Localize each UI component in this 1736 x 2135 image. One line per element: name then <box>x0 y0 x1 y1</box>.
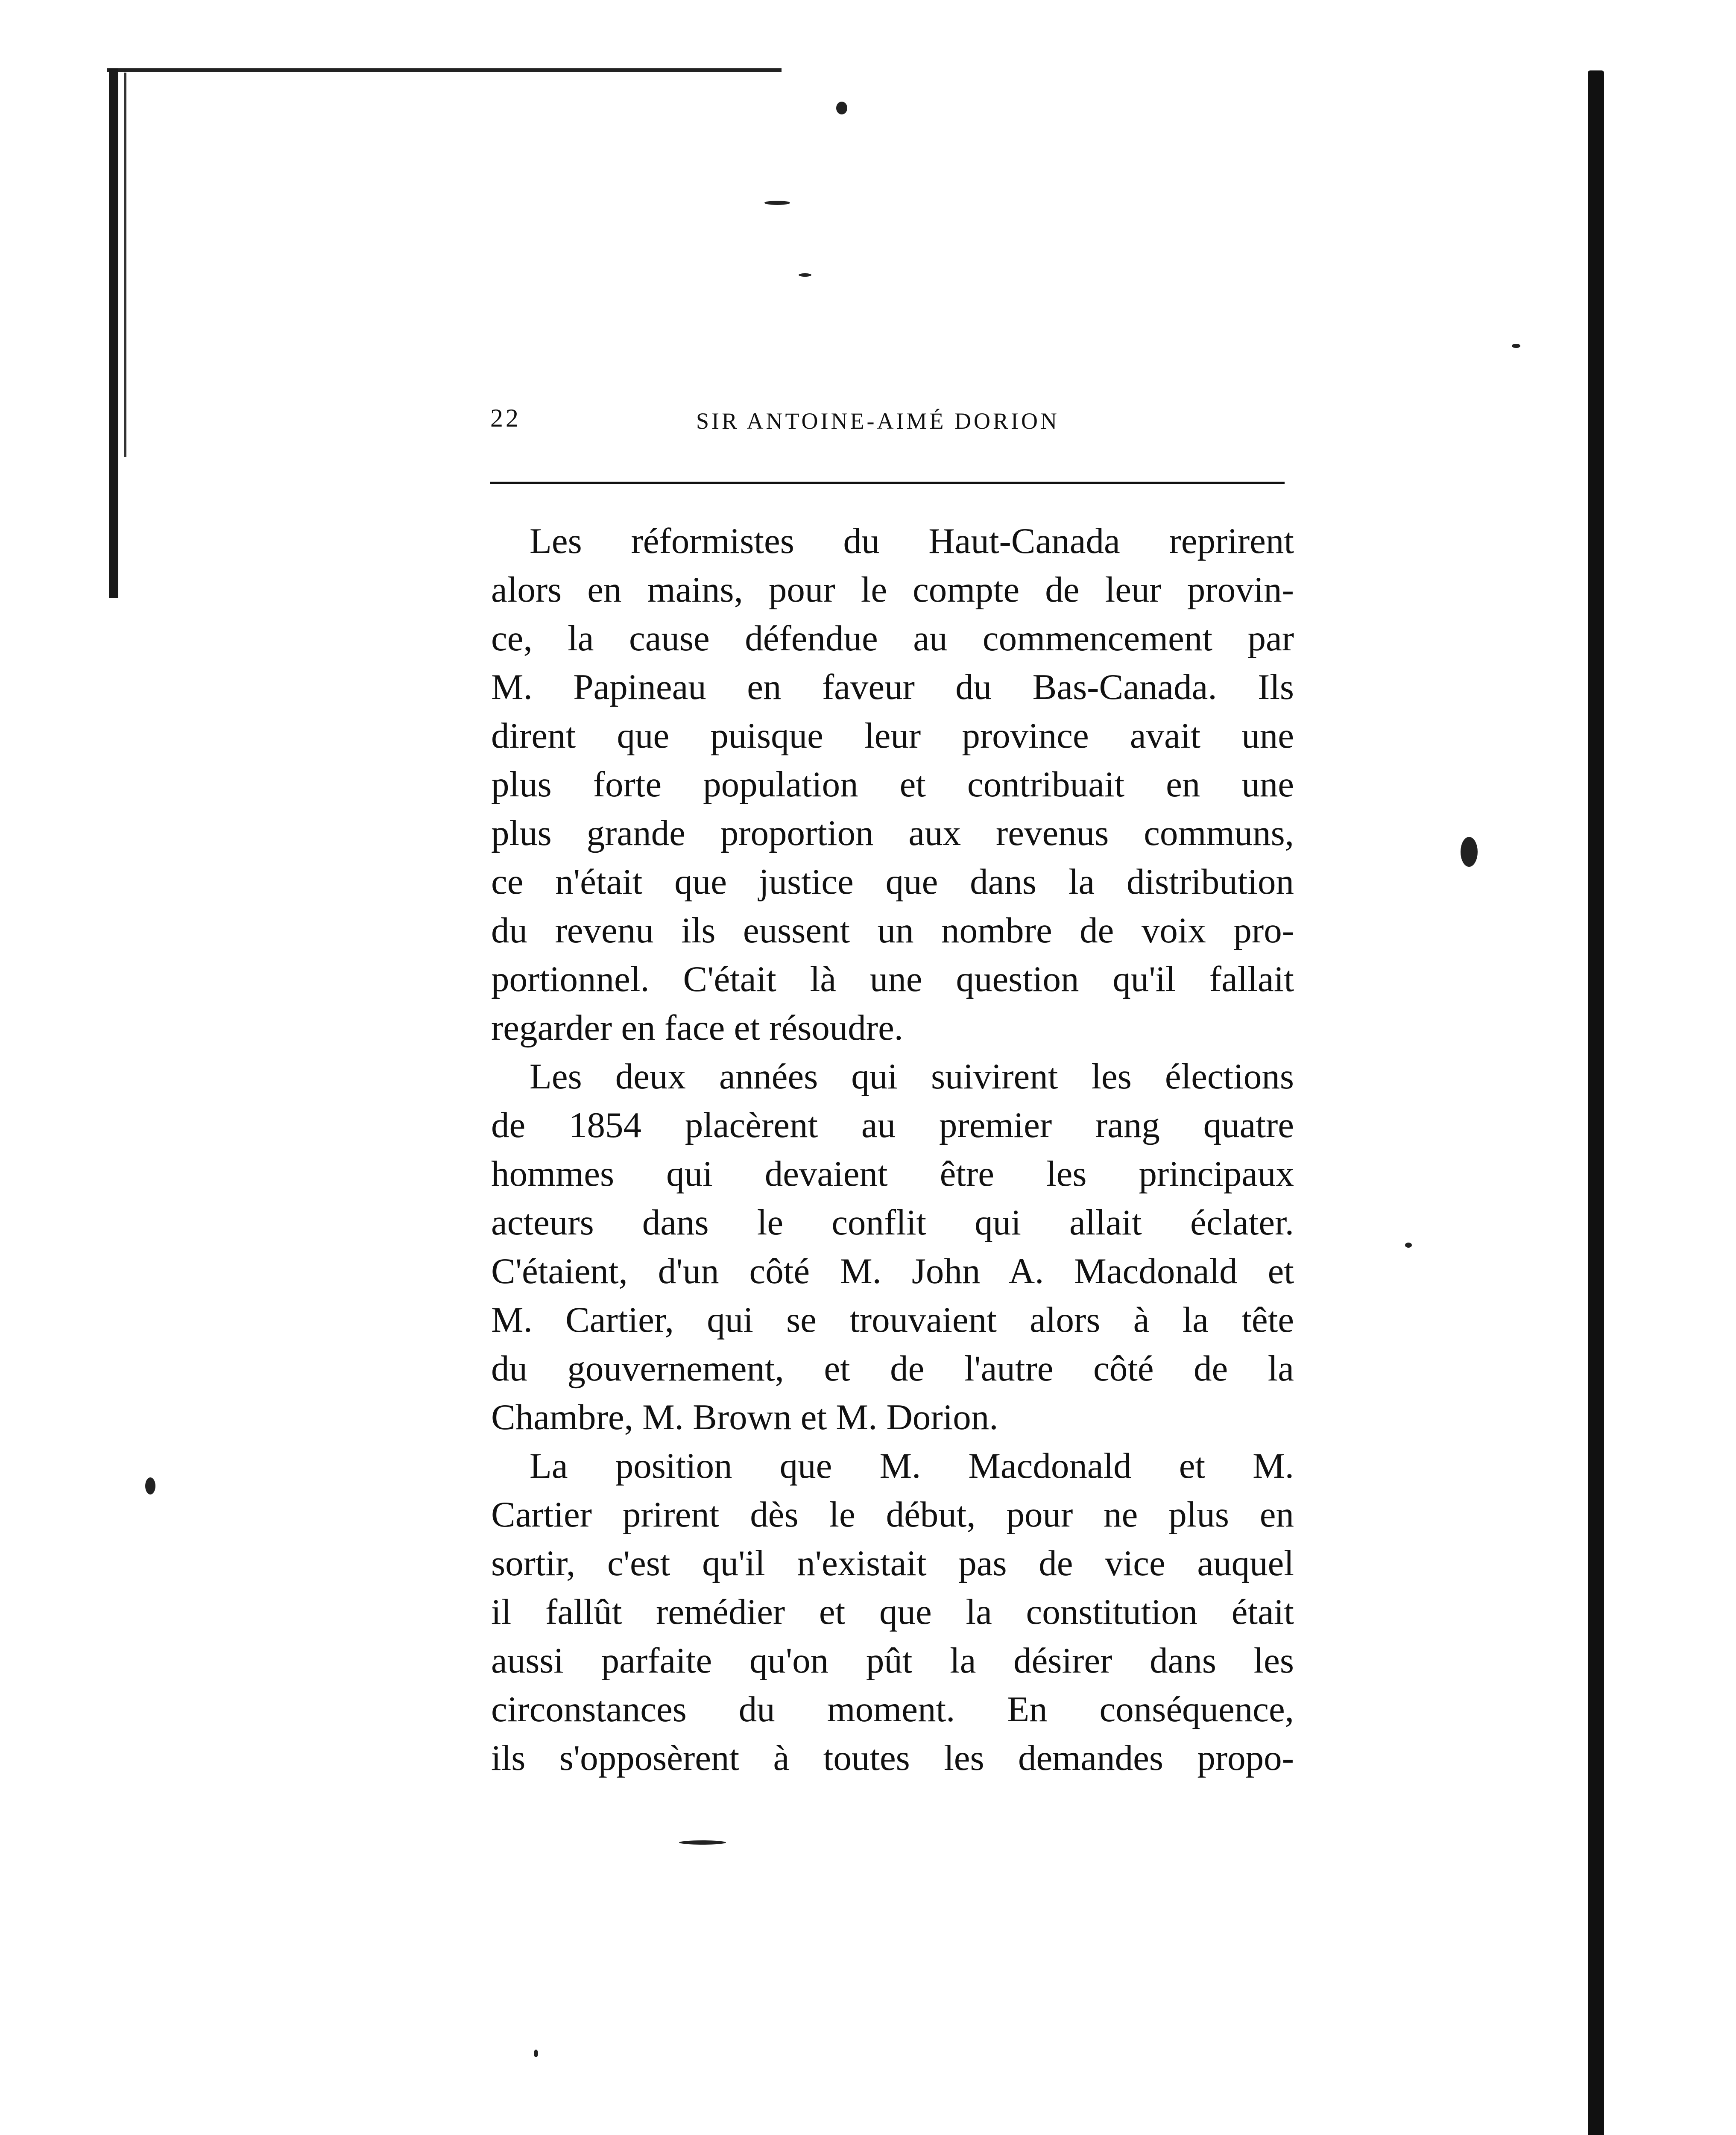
scan-speck <box>799 273 811 277</box>
text-line: Les réformistes du Haut-Canada reprirent <box>530 521 1294 561</box>
text-line: alors en mains, pour le compte de leur provin- <box>491 570 1294 610</box>
scan-speck <box>764 201 790 205</box>
text-line: Chambre, M. Brown et M. Dorion. <box>491 1397 998 1437</box>
text-line: ce n'était que justice que dans la distribution <box>491 862 1294 902</box>
text-line: ce, la cause défendue au commencement par <box>491 618 1294 658</box>
scan-edge-top-dash <box>764 68 782 72</box>
text-line: acteurs dans le conflit qui allait éclater. <box>491 1202 1294 1243</box>
scan-edge-right <box>1588 70 1604 2135</box>
text-line: plus forte population et contribuait en une <box>491 764 1294 804</box>
text-line: de 1854 placèrent au premier rang quatre <box>491 1105 1294 1145</box>
text-line: du gouvernement, et de l'autre côté de la <box>491 1348 1294 1389</box>
text-line: La position que M. Macdonald et M. <box>530 1446 1294 1486</box>
text-line: Les deux années qui suivirent les élections <box>530 1056 1294 1097</box>
text-line: il fallût remédier et que la constitution était <box>491 1592 1294 1632</box>
page-number: 22 <box>490 404 521 432</box>
text-line: dirent que puisque leur province avait une <box>491 716 1294 756</box>
header-rule <box>490 482 1285 484</box>
scan-speck <box>1461 837 1478 867</box>
text-line: regarder en face et résoudre. <box>491 1008 904 1048</box>
text-line: M. Cartier, qui se trouvaient alors à la tête <box>491 1300 1294 1340</box>
scan-speck <box>1512 344 1520 348</box>
scan-edge-top <box>107 68 782 72</box>
text-line: du revenu ils eussent un nombre de voix pro- <box>491 910 1294 951</box>
scan-speck <box>679 1840 726 1845</box>
scan-speck <box>534 2050 538 2057</box>
scan-speck <box>836 102 847 114</box>
text-line: M. Papineau en faveur du Bas-Canada. Ils <box>491 667 1294 707</box>
scan-edge-left-thin <box>124 73 126 457</box>
text-line: Cartier prirent dès le début, pour ne plus en <box>491 1494 1294 1535</box>
text-line: aussi parfaite qu'on pût la désirer dans les <box>491 1641 1294 1681</box>
scan-edge-left <box>109 68 118 598</box>
text-line: circonstances du moment. En conséquence, <box>491 1689 1294 1729</box>
scan-edge-top-dash <box>726 68 752 72</box>
text-line: portionnel. C'était là une question qu'il fallait <box>491 959 1294 999</box>
running-head: SIR ANTOINE-AIMÉ DORION <box>696 408 1060 434</box>
text-line: plus grande proportion aux revenus communs, <box>491 813 1294 853</box>
text-line: ils s'opposèrent à toutes les demandes propo- <box>491 1738 1294 1778</box>
scan-speck <box>1405 1243 1412 1248</box>
body-text <box>491 517 1294 1782</box>
text-line: hommes qui devaient être les principaux <box>491 1154 1294 1194</box>
text-line: sortir, c'est qu'il n'existait pas de vice auquel <box>491 1543 1294 1583</box>
text-line: C'étaient, d'un côté M. John A. Macdonald et <box>491 1251 1294 1291</box>
scan-speck <box>145 1477 155 1494</box>
